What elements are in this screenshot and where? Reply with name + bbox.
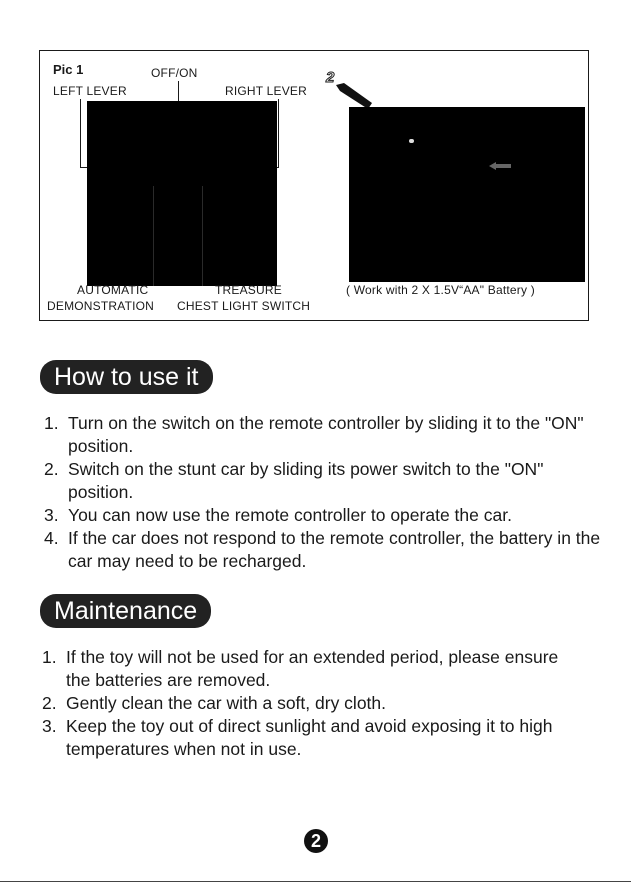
step-number: 1. bbox=[42, 647, 57, 667]
leader-right-lever bbox=[278, 99, 279, 168]
label-automatic: AUTOMATIC bbox=[77, 283, 149, 297]
callout-number: 2 bbox=[326, 69, 335, 86]
step-number: 4. bbox=[44, 528, 59, 548]
label-off-on: OFF/ON bbox=[151, 66, 198, 80]
step-text: Gently clean the car with a soft, dry cloth. bbox=[66, 693, 387, 713]
battery-note: ( Work with 2 X 1.5V“AA" Battery ) bbox=[346, 283, 535, 297]
remote-controller-photo bbox=[87, 101, 277, 286]
step-text: If the car does not respond to the remote controller, the battery in the car may need to be recharged. bbox=[68, 528, 601, 571]
bottom-divider bbox=[0, 881, 631, 882]
section-heading-how-to-use: How to use it bbox=[40, 360, 213, 394]
photo-edge-left bbox=[153, 186, 154, 286]
label-chest-light-switch: CHEST LIGHT SWITCH bbox=[177, 299, 311, 313]
arrow-left-icon bbox=[489, 162, 511, 170]
figure-pic-1 bbox=[39, 50, 589, 321]
step-text: You can now use the remote controller to operate the car. bbox=[68, 505, 512, 525]
list-item bbox=[44, 458, 604, 504]
list-item bbox=[42, 692, 582, 715]
list-item bbox=[44, 504, 604, 527]
list-item bbox=[44, 527, 604, 573]
section-heading-maintenance: Maintenance bbox=[40, 594, 211, 628]
step-number: 3. bbox=[42, 716, 57, 736]
maintenance-steps bbox=[42, 646, 582, 761]
list-item bbox=[42, 646, 582, 692]
step-text: Keep the toy out of direct sunlight and avoid exposing it to high temperatures when not in use. bbox=[66, 716, 553, 759]
label-demonstration: DEMONSTRATION bbox=[47, 299, 155, 313]
how-to-use-steps bbox=[44, 412, 604, 573]
list-item bbox=[42, 715, 582, 761]
leader-left-lever bbox=[80, 99, 81, 168]
step-text: Switch on the stunt car by sliding its power switch to the "ON" position. bbox=[68, 459, 544, 502]
label-right-lever: RIGHT LEVER bbox=[225, 84, 307, 98]
step-number: 2. bbox=[42, 693, 57, 713]
list-item bbox=[44, 412, 604, 458]
battery-compartment-photo bbox=[349, 107, 585, 282]
photo-edge-right bbox=[202, 186, 203, 286]
step-number: 2. bbox=[44, 459, 59, 479]
step-number: 3. bbox=[44, 505, 59, 525]
step-number: 1. bbox=[44, 413, 59, 433]
label-treasure: TREASURE bbox=[215, 283, 282, 297]
photo-highlight bbox=[409, 139, 414, 143]
page-number: 2 bbox=[304, 829, 328, 853]
step-text: If the toy will not be used for an extended period, please ensure the batteries are removed. bbox=[66, 647, 559, 690]
step-text: Turn on the switch on the remote controller by sliding it to the "ON" position. bbox=[68, 413, 584, 456]
label-left-lever: LEFT LEVER bbox=[53, 84, 127, 98]
figure-title: Pic 1 bbox=[53, 62, 84, 77]
